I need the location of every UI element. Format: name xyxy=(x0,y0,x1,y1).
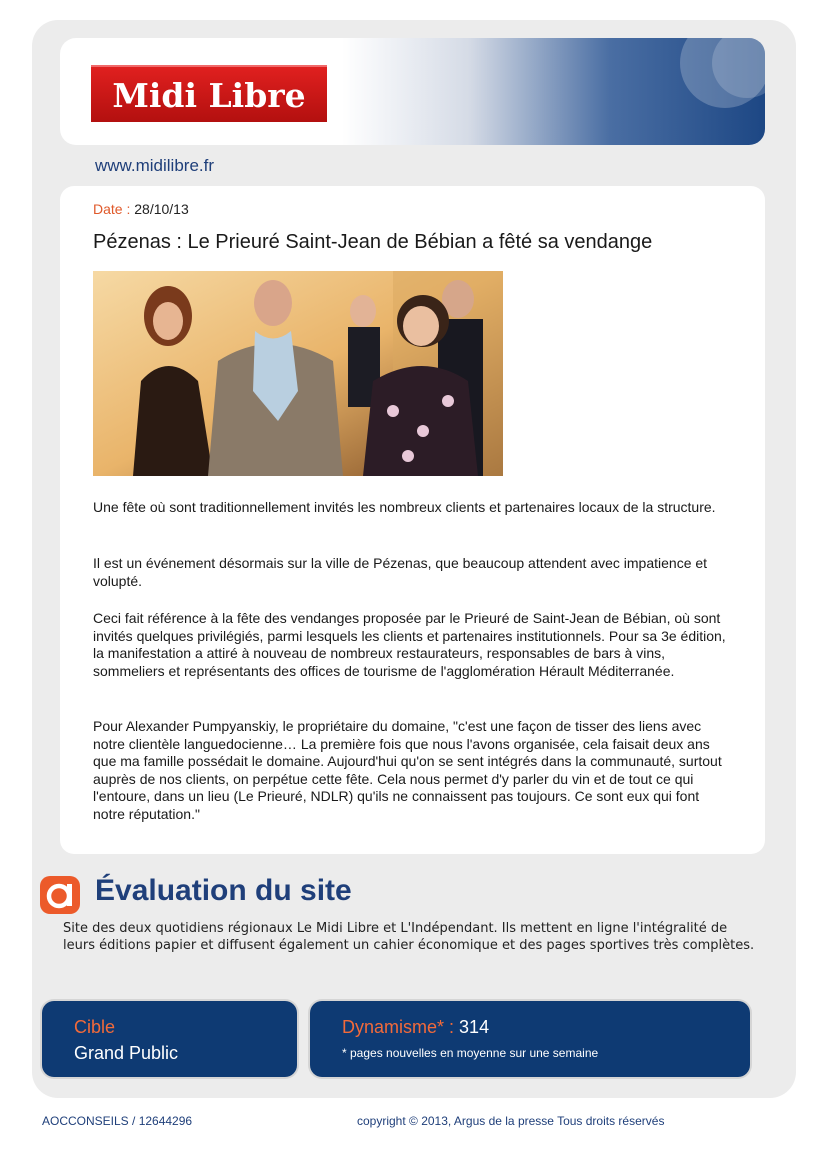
site-url: www.midilibre.fr xyxy=(95,156,215,175)
evaluation-description: Site des deux quotidiens régionaux Le Midi Libre et L'Indépendant. Ils mettent en ligne l'intégralité de leurs éditions papier et diffusent également un cahier économique et des pages sportives très complètes. xyxy=(63,921,755,953)
footer-copyright: copyright © 2013, Argus de la presse Tous droits réservés xyxy=(357,1114,665,1128)
dynamisme-value: 314 xyxy=(459,1017,490,1037)
article-photo xyxy=(93,271,503,476)
footer-reference: AOCCONSEILS / 12644296 xyxy=(42,1114,193,1128)
cible-box xyxy=(42,1001,297,1077)
dynamisme-note: * pages nouvelles en moyenne sur une semaine xyxy=(342,1046,599,1060)
cible-label: Cible xyxy=(74,1017,116,1037)
article-paragraph: Une fête où sont traditionnellement invités les nombreux clients et partenaires locaux de la structure. xyxy=(93,499,716,515)
date-value: 28/10/13 xyxy=(134,201,189,217)
article-paragraph: Pour Alexander Pumpyanskiy, le propriétaire du domaine, "c'est une façon de tisser des liens avec notre clientèle languedocienne… La première fois que nous l'avons organisée, cela faisait deux ans que ma famille possédait le domaine. Aujourd'hui qu'on se sent intégrés dans la communauté, surtout auprès de nos clients, on perpétue cette fête. Cela nous permet d'y parler du vin et de tout ce qui l'entoure, dans un lieu (Le Prieuré, NDLR) qu'ils ne connaissent pas toujours. Ce sont eux qui font notre réputation." xyxy=(93,718,722,822)
article-title: Pézenas : Le Prieuré Saint-Jean de Bébian a fêté sa vendange xyxy=(93,231,653,253)
cible-value: Grand Public xyxy=(74,1043,179,1063)
midi-libre-logo: Midi Libre xyxy=(91,65,327,122)
article-paragraph: Il est un événement désormais sur la ville de Pézenas, que beaucoup attendent avec impatience et volupté. xyxy=(93,555,708,589)
dynamisme-label: Dynamisme* : xyxy=(342,1017,455,1037)
argus-a-icon xyxy=(40,876,80,914)
evaluation-title: Évaluation du site xyxy=(95,874,352,907)
dynamisme-line xyxy=(342,1017,489,1038)
article-date xyxy=(93,201,189,217)
article-paragraph: Ceci fait référence à la fête des vendanges proposée par le Prieuré de Saint-Jean de Bébian, où sont invités quelques privilégiés, parmi lesquels les clients et partenaires institutionnels. Pour sa 3e édition, la manifestation a attiré à nouveau de nombreux restaurateurs, responsables de bars à vins, sommeliers et représentants des offices de tourisme de l'agglomération Hérault Méditerranée. xyxy=(93,610,726,679)
dynamisme-box xyxy=(310,1001,750,1077)
date-label: Date : xyxy=(93,201,131,217)
